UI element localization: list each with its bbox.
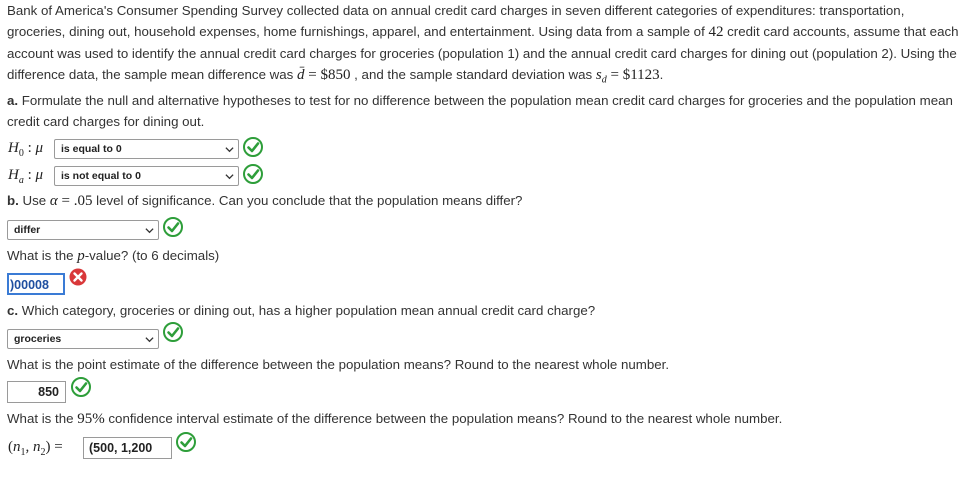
ci-question: What is the 95% confidence interval estimate of the difference between the population means? Round to the nearest whole number. xyxy=(7,411,783,427)
correct-check-icon xyxy=(243,137,263,157)
sd-symbol: s xyxy=(595,67,602,83)
sd-value: $1123 xyxy=(622,67,660,83)
incorrect-x-icon xyxy=(69,268,87,286)
chevron-down-icon xyxy=(225,145,234,154)
part-c-question: c. Which category, groceries or dining out, has a higher population mean annual credit card charge? xyxy=(7,303,596,318)
correct-check-icon xyxy=(71,377,91,397)
ci-label: ($n_1$, $n_2$) = xyxy=(8,439,63,458)
h0-select[interactable]: is equal to 0 xyxy=(54,139,239,159)
part-b-question: b. Use α = .05 level of significance. Can you conclude that the population means differ? xyxy=(7,193,523,209)
ha-label: $H_a$ : μ xyxy=(8,167,44,186)
h0-label: $H_0$ : μ xyxy=(8,140,44,159)
sample-size: 42 xyxy=(708,24,724,40)
chevron-down-icon xyxy=(145,226,154,235)
point-estimate-question: What is the point estimate of the difference between the population means? Round to the nearest whole number. xyxy=(7,357,670,372)
conclusion-select[interactable]: differ xyxy=(7,220,159,240)
ci-input[interactable]: (500, 1,200 xyxy=(83,437,172,459)
mean-diff-value: $850 xyxy=(320,67,351,83)
correct-check-icon xyxy=(243,164,263,184)
higher-category-select[interactable]: groceries xyxy=(7,329,159,349)
pvalue-input[interactable]: )00008 xyxy=(7,273,65,295)
ha-select[interactable]: is not equal to 0 xyxy=(54,166,239,186)
problem-intro: Bank of America's Consumer Spending Survey collected data on annual credit card charges in seven different categories of expenditures: transportation, groceries, dining out, household expenses, home furnishings, apparel, and entertainment. Using data from a sample of 42 credit card accounts, assume that each account was used to identify the annual credit card charges for groceries (population 1) and the annual credit card charges for dining out (population 2). Using the difference data, the sample mean difference was d̄ = $850 , and the sample standard deviation was $s_d$ = $1123. xyxy=(7,3,959,86)
pvalue-question: What is the p-value? (to 6 decimals) xyxy=(7,248,220,264)
chevron-down-icon xyxy=(145,335,154,344)
mean-diff-symbol: d̄ xyxy=(297,67,305,83)
correct-check-icon xyxy=(176,432,196,452)
correct-check-icon xyxy=(163,217,183,237)
part-a-question: a. Formulate the null and alternative hypotheses to test for no difference between the population mean credit card charges for groceries and the population mean credit card charges for dining out. xyxy=(7,93,953,129)
point-estimate-input[interactable]: 850 xyxy=(7,381,66,403)
correct-check-icon xyxy=(163,322,183,342)
chevron-down-icon xyxy=(225,172,234,181)
